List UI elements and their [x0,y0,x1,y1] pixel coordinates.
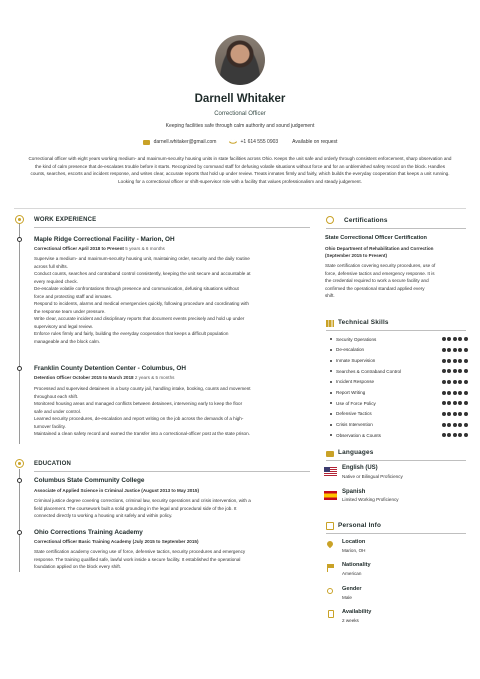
tagline: Keeping facilities safe through calm authority and sound judgement [165,123,315,129]
education-line: State certification academy covering use of force, defensive tactics, security procedures and emergency [34,549,246,554]
job-subtitle [34,246,165,251]
education-line: Criminal justice degree covering corrections, criminal law, security operations and crisis intervention, with a [34,498,251,503]
language-level: Native or Bilingual Proficiency [342,474,403,479]
job-line: Learned security procedures, de-escalation and report writing on the job across the demands of a high- [34,416,244,422]
skill-level-dot [464,369,468,373]
email-contact[interactable] [143,139,217,145]
skill-level [442,391,468,395]
skill-level-dot [464,391,468,395]
personal-label: Nationality [342,562,371,568]
contact-row [0,139,480,145]
timeline-dot [17,237,22,242]
skill-level [442,369,468,373]
skill-level-dot [458,359,462,363]
job-line: Supervise a medium- and maximum-security housing unit, maintaining order, security and the daily routine [34,256,250,261]
skills-heading: Technical Skills [338,319,389,326]
skill-level-dot [453,348,457,352]
languages-heading: Languages [338,449,374,456]
experience-heading: WORK EXPERIENCE [34,217,97,223]
skill-row [330,419,468,430]
language-name: English (US) [342,465,378,471]
skill-level [442,348,468,352]
personal-heading: Personal Info [338,522,382,529]
education-line: connected directly to working a housing unit safely and within policy. [34,513,173,519]
skill-row [330,387,468,398]
skill-level-dot [453,433,457,437]
language-icon [326,451,334,457]
timeline-dot [17,366,22,371]
education-line: field placement. The coursework built a solid grounding in the legal and procedural side of the job. It [34,505,237,511]
skill-level-dot [458,401,462,405]
skill-level-dot [442,412,446,416]
job-line: Respond to incidents, alarms and medical emergencies quickly, following procedure and coordinating with [34,301,249,307]
certification-dates: (September 2015 to Present) [325,253,388,258]
job-line: supervisory and legal review. [34,323,93,329]
certification-issuer: Ohio Department of Rehabilitation and Correction [325,246,434,251]
person-icon [326,522,334,530]
skill-level-dot [458,348,462,352]
skill-level-dot [447,380,451,384]
education-heading: EDUCATION [34,461,72,467]
skill-level-dot [464,337,468,341]
skill-level-dot [453,423,457,427]
skill-level-dot [447,391,451,395]
job-line: Monitored housing areas and managed conflicts between detainees, intervening early to keep the floor [34,401,243,407]
skill-name: Defensive Tactics [336,411,372,417]
skill-level-dot [464,380,468,384]
bullet-icon [330,413,332,415]
spain-flag-icon [324,491,337,500]
mail-icon [143,140,150,145]
certification-line: shift. [325,293,335,299]
skill-level-dot [447,359,451,363]
school-name: Ohio Corrections Training Academy [34,529,143,536]
skill-level [442,433,468,437]
certification-description [325,262,470,300]
skill-row [330,430,468,441]
phone-text: +1 614 555 0903 [240,139,279,145]
job-line: turnover facility. [34,423,66,429]
skill-level [442,380,468,384]
job-line: safe and under control. [34,408,81,414]
job-duration: 5 years & 6 months [125,246,165,251]
candidate-name: Darnell Whitaker [194,93,286,105]
job-line: every required check. [34,278,78,284]
skill-level-dot [442,401,446,405]
skill-level-dot [458,423,462,427]
bullet-icon [330,360,332,362]
phone-contact[interactable] [230,139,278,145]
skill-level-dot [447,369,451,373]
skill-level-dot [442,391,446,395]
skill-name: De-escalation [336,347,365,353]
job-line: throughout each shift. [34,393,79,399]
language-level: Limited Working Proficiency [342,497,399,502]
skill-name: Security Operations [336,336,377,342]
skill-level-dot [464,423,468,427]
skill-row [330,334,468,345]
education-timeline [19,469,20,572]
personal-value: Male [342,595,352,600]
skill-level-dot [464,412,468,416]
skill-name: Inmate Supervision [336,358,376,364]
email-text: darnell.whitaker@gmail.com [153,139,217,145]
header-divider [14,208,466,209]
skill-level [442,401,468,405]
skill-level-dot [458,337,462,341]
skill-name: Observation & Counts [336,432,381,438]
certification-line: confirmed the operational standard applied every [325,285,425,291]
availability-contact [292,139,337,145]
job-line: Processed and supervised detainees in a busy county jail, handling intake, booking, counts and movement [34,386,251,391]
skill-level [442,337,468,341]
skill-level-dot [458,369,462,373]
skill-level-dot [458,433,462,437]
skill-level-dot [464,348,468,352]
hourglass-icon [328,610,334,618]
profile-photo [215,35,265,85]
personal-value: American [342,571,362,576]
education-line: foundation applied on the block every shift. [34,564,122,570]
job-line: De-escalate volatile confrontations through presence and communication, defusing situations without [34,286,239,292]
graduation-cap-icon [15,459,24,468]
skill-row [330,355,468,366]
job-line: Enforce rules firmly and fairly, building the everyday cooperation that keeps a difficult population [34,331,229,337]
bullet-icon [330,381,332,383]
nationality-flag-icon [327,564,335,572]
languages-rule [326,460,466,461]
personal-label: Gender [342,586,362,592]
location-pin-icon [326,540,334,548]
job-line: force and protecting staff and inmates. [34,293,113,299]
job-description [34,255,314,346]
job-line: across full shifts. [34,263,68,269]
skill-row [330,345,468,356]
skill-level-dot [453,369,457,373]
skill-name: Use of Force Policy [336,400,376,406]
timeline-dot [17,478,22,483]
skill-name: Incident Response [336,379,375,385]
certifications-rule [326,228,466,229]
candidate-title: Correctional Officer [214,111,266,117]
skill-level-dot [447,401,451,405]
degree: Correctional Officer Basic Training Academy (July 2015 to September 2015) [34,539,199,544]
certification-line: the credential required to work a secure facility and [325,278,429,284]
phone-icon [229,138,237,146]
skill-level-dot [447,412,451,416]
skill-level-dot [447,423,451,427]
experience-rule [34,227,310,228]
skill-level-dot [447,433,451,437]
skill-level-dot [442,348,446,352]
skill-level-dot [458,391,462,395]
skill-row [330,377,468,388]
bullet-icon [330,434,332,436]
skills-icon [326,320,334,327]
skill-level-dot [464,359,468,363]
skill-level-dot [453,412,457,416]
bullet-icon [330,370,332,372]
summary: Correctional officer with eight years working medium- and maximum-security housing units in state facilities across Ohio. Keeps the unit safe and orderly through consistent enforcement, sharp observation and the kind of calm presence that de-escalates trouble before it starts. Recognized by command staff for defusing volatile situations without force and for an unblemished safety record on the block. Handles counts, searches, escorts and incident response, and writes clear, accurate reports that hold up under review. Treats inmates firmly and fairly, which builds the everyday cooperation that keeps a unit running. Looking for a correctional officer or shift-supervisor role with a facility that values professionalism and steady judgement. [28,156,452,184]
personal-value: Marion, OH [342,548,366,553]
skill-level [442,423,468,427]
skill-level-dot [447,337,451,341]
job-title: Franklin County Detention Center - Columbus, OH [34,365,186,372]
bullet-icon [330,349,332,351]
job-subtitle [34,375,174,380]
experience-timeline [19,222,20,444]
skill-level-dot [453,401,457,405]
skills-rule [326,330,466,331]
personal-label: Availability [342,609,372,615]
job-line: Write clear, accurate incident and disciplinary reports that document events precisely and hold up under [34,316,245,322]
skill-name: Crisis Intervention [336,422,373,427]
job-line: Conduct counts, searches and contraband control consistently, keeping the unit secure and accountable at [34,271,251,277]
skill-level-dot [442,359,446,363]
education-description [34,548,324,571]
certification-line: State certification covering security procedures, use of [325,263,436,268]
skill-level-dot [442,423,446,427]
skill-level-dot [453,359,457,363]
bullet-icon [330,424,332,426]
skill-level-dot [453,337,457,341]
timeline-dot [17,530,22,535]
skill-name: Searches & Contraband Control [336,368,402,374]
job-title: Maple Ridge Correctional Facility - Marion, OH [34,236,175,243]
education-description [34,497,324,520]
skill-level-dot [447,348,451,352]
job-description [34,385,324,438]
job-role-dates: Detention Officer October 2015 to March 2018 [34,375,134,380]
school-name: Columbus State Community College [34,477,145,484]
availability-text: Available on request [292,139,338,145]
skill-level-dot [453,380,457,384]
skill-level-dot [442,369,446,373]
skill-level-dot [442,433,446,437]
bullet-icon [330,338,332,340]
personal-rule [326,533,466,534]
skill-row [330,366,468,377]
us-flag-icon [324,467,337,476]
language-name: Spanish [342,489,366,495]
briefcase-icon [15,215,24,224]
education-rule [34,471,310,472]
bullet-icon [330,392,332,394]
job-line: manageable and the block calm. [34,339,101,345]
certification-line: force, defensive tactics and emergency response. It is [325,270,435,276]
skill-row [330,398,468,409]
skill-level-dot [464,401,468,405]
skill-level-dot [458,380,462,384]
job-role-dates: Correctional Officer April 2018 to Present [34,246,124,251]
skill-row [330,409,468,420]
personal-label: Location [342,539,366,545]
skill-level [442,359,468,363]
certification-title: State Correctional Officer Certification [325,235,427,241]
job-line: the response team under pressure. [34,308,106,314]
skill-level-dot [442,337,446,341]
skill-level-dot [442,380,446,384]
job-line: Maintained a clean safety record and earned the transfer into a correctional-officer post at the state prison. [34,431,250,437]
skill-level [442,412,468,416]
skill-level-dot [458,412,462,416]
bullet-icon [330,402,332,404]
degree: Associate of Applied Science in Criminal Justice (August 2013 to May 2015) [34,488,200,493]
education-line: response. The training qualified safe, lawful work inside a secure facility. It established the operational [34,556,241,562]
job-duration: 2 years & 5 months [134,375,175,380]
skill-level-dot [453,391,457,395]
certificate-icon [326,216,334,224]
gender-icon [327,588,333,594]
skill-name: Report Writing [336,390,366,396]
personal-value: 2 weeks [342,618,359,623]
certifications-heading: Certifications [344,217,388,224]
skill-level-dot [464,433,468,437]
